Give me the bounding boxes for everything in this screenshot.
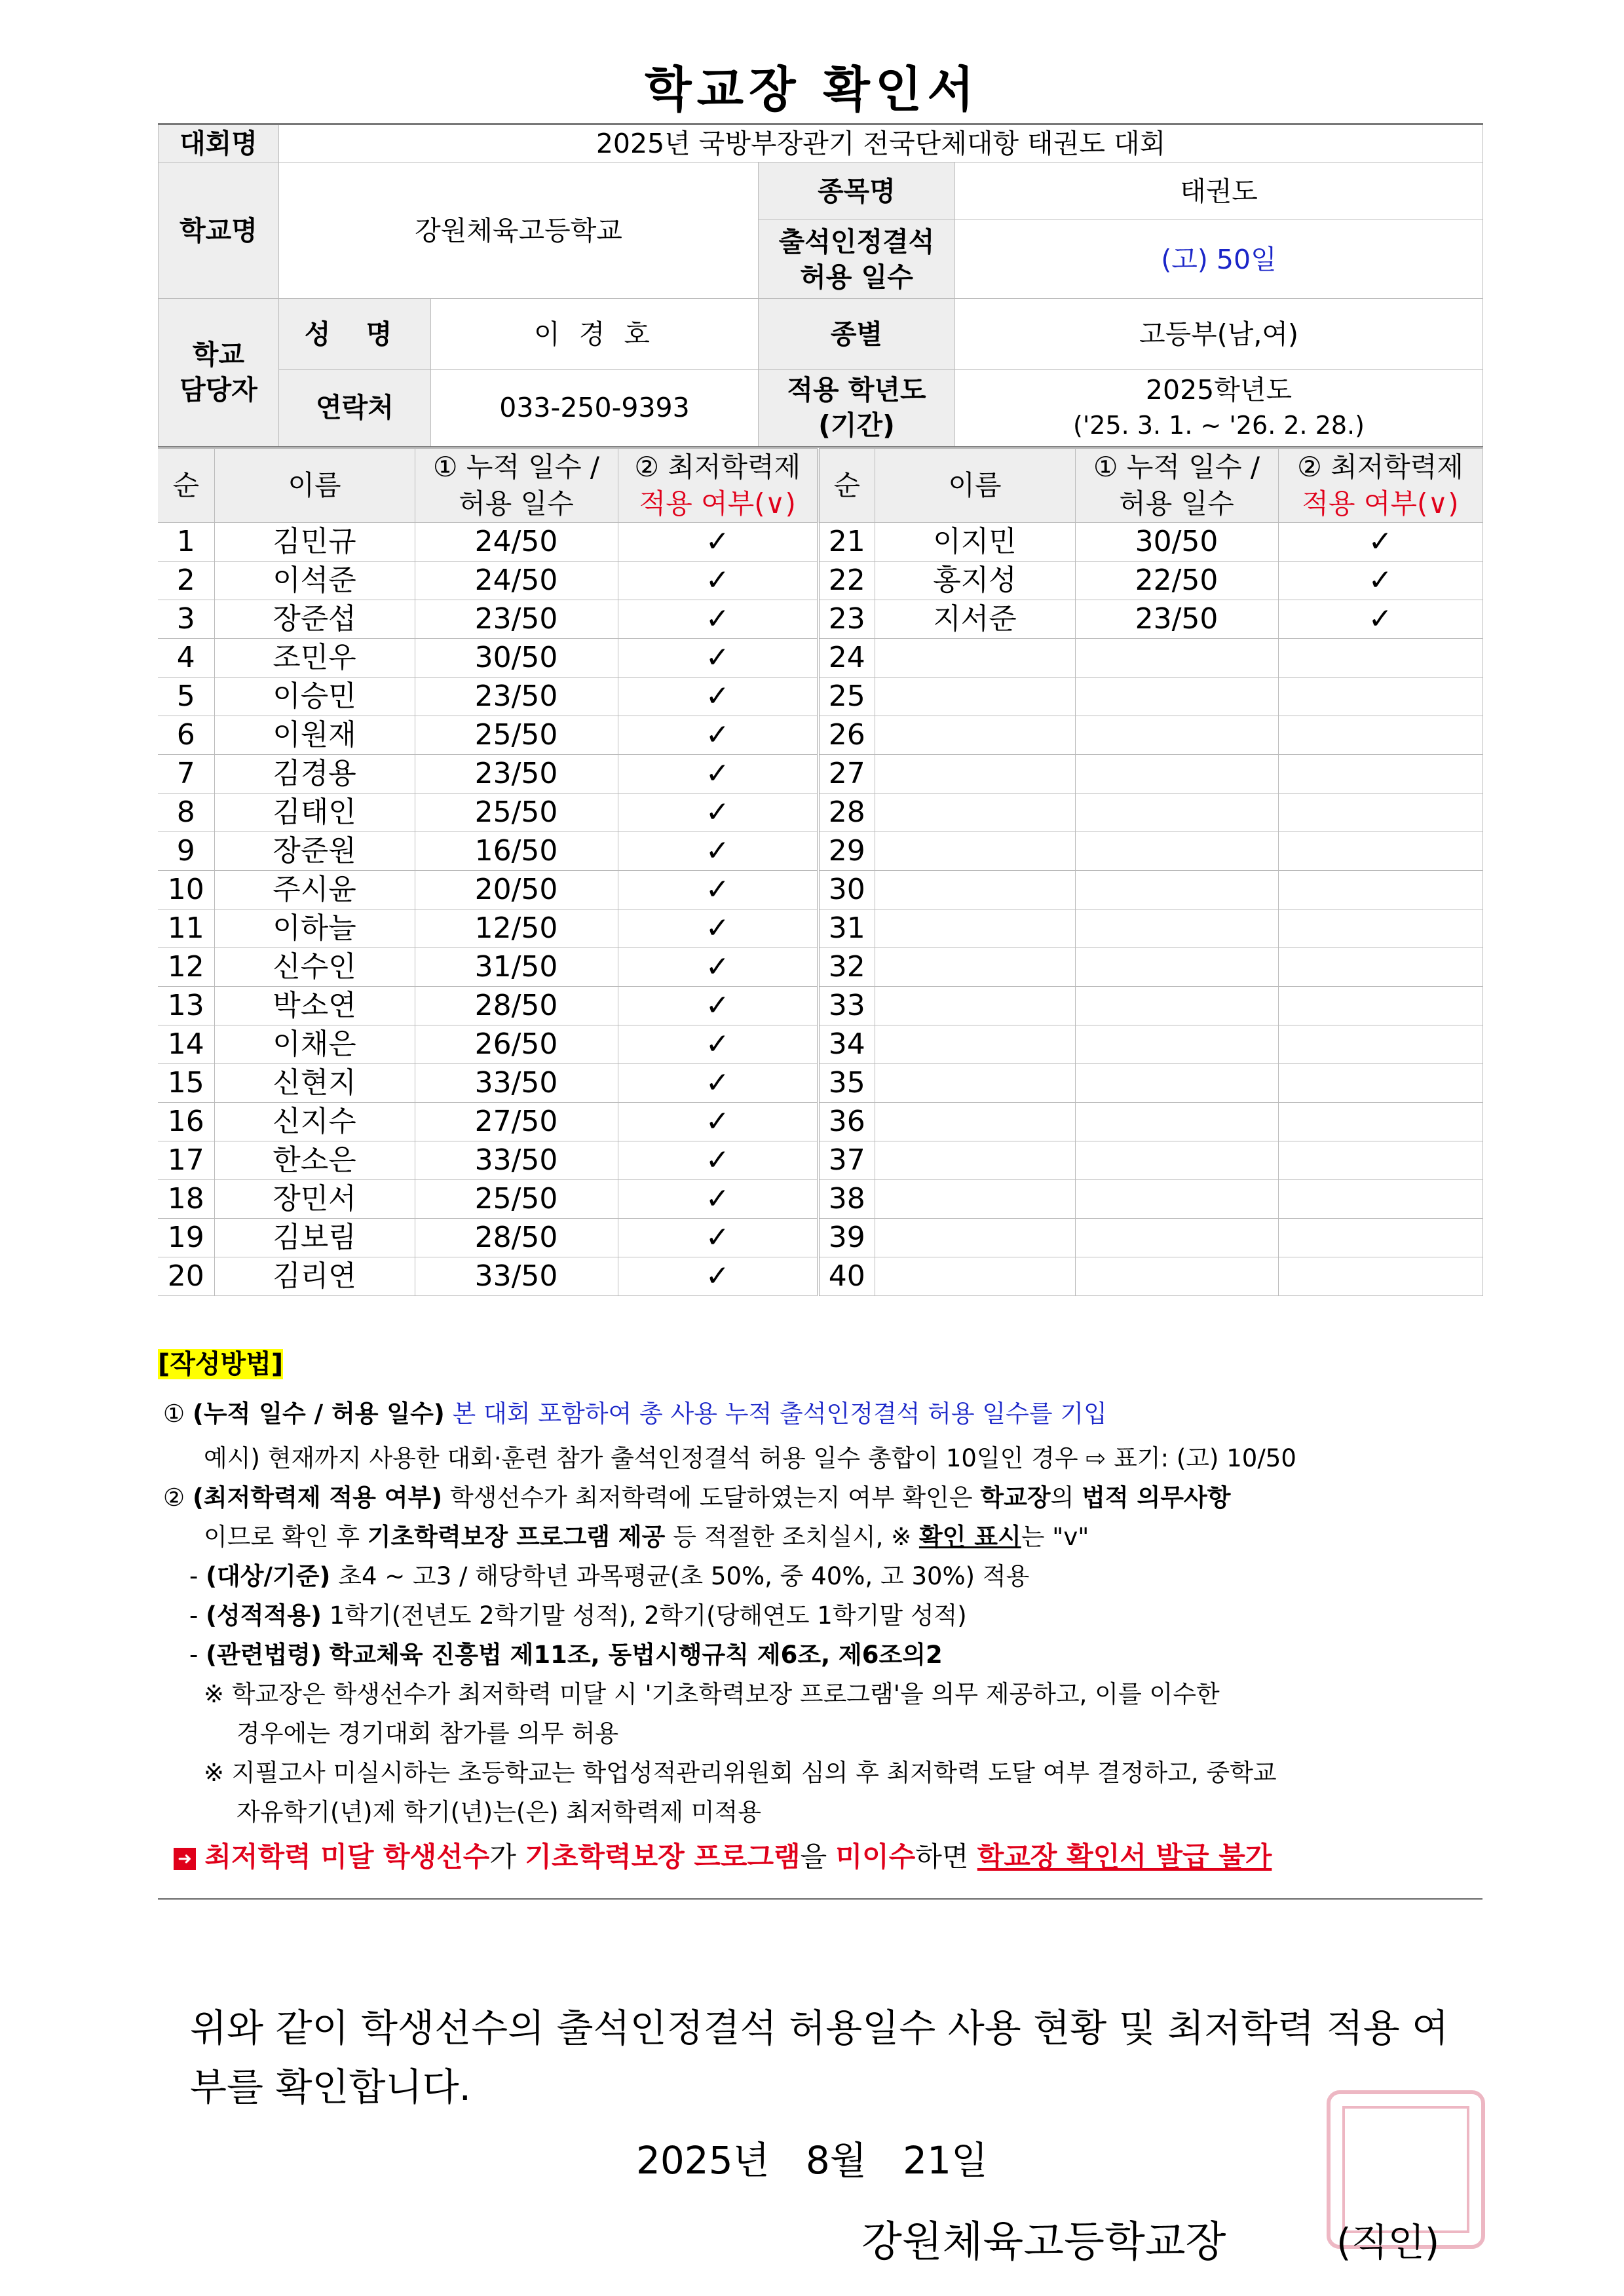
header-days-2-line2: 허용 일수 — [1119, 488, 1234, 520]
cell-check: ✓ — [618, 523, 818, 562]
cell-days: 30/50 — [1075, 523, 1278, 562]
seal-label: (직인) — [1336, 2220, 1440, 2265]
cell-name: 주시윤 — [214, 871, 415, 909]
note-2-label: (최저학력제 적용 여부) — [192, 1483, 443, 1512]
year-period: ('25. 3. 1. ~ '26. 2. 28.) — [1073, 411, 1365, 440]
table-row — [158, 871, 1482, 909]
year-cell — [955, 370, 1483, 447]
cell-name: 조민우 — [214, 639, 415, 678]
cell-no: 8 — [158, 794, 214, 832]
cell-no: 14 — [158, 1025, 214, 1064]
issue-date: 2025년 8월 21일 — [635, 2138, 988, 2183]
cell-days: 30/50 — [415, 639, 618, 678]
note-2 — [158, 1478, 1482, 1518]
cell-days: 31/50 — [415, 948, 618, 987]
cell-name: 장준원 — [214, 832, 415, 871]
note-2-line2-b: 기초학력보장 프로그램 제공 — [367, 1523, 666, 1551]
cell-days — [1075, 1180, 1278, 1219]
cell-name — [875, 871, 1075, 909]
table-row — [158, 1180, 1482, 1219]
cell-name: 박소연 — [214, 987, 415, 1025]
cell-days: 23/50 — [415, 678, 618, 716]
cell-name: 신현지 — [214, 1064, 415, 1103]
event-label: 대회명 — [159, 124, 279, 163]
contact-label: 연락처 — [279, 370, 431, 447]
cell-no: 33 — [818, 987, 875, 1025]
cell-days: 27/50 — [415, 1103, 618, 1141]
cell-days — [1075, 1064, 1278, 1103]
confirm-text: 위와 같이 학생선수의 출석인정결석 허용일수 사용 현황 및 최저학력 적용 여부를 확인합니다. — [190, 2006, 1449, 2109]
cell-days — [1075, 1103, 1278, 1141]
cell-no: 6 — [158, 716, 214, 755]
cell-name: 김민규 — [214, 523, 415, 562]
division-value: 고등부(남,여) — [955, 299, 1483, 370]
cell-days: 24/50 — [415, 562, 618, 600]
header-no: 순 — [158, 449, 214, 523]
header-days-line1: ① 누적 일수 / — [432, 451, 600, 483]
cell-days — [1075, 755, 1278, 794]
cell-no: 34 — [818, 1025, 875, 1064]
table-row — [158, 948, 1482, 987]
cell-name: 김리연 — [214, 1257, 415, 1296]
cell-no: 10 — [158, 871, 214, 909]
table-row — [158, 716, 1482, 755]
cell-no: 2 — [158, 562, 214, 600]
warning-b: 가 — [489, 1841, 516, 1873]
cell-check: ✓ — [618, 1257, 818, 1296]
cell-no: 26 — [818, 716, 875, 755]
cell-no: 25 — [818, 678, 875, 716]
cell-name: 한소은 — [214, 1141, 415, 1180]
cell-no: 30 — [818, 871, 875, 909]
cell-days — [1075, 1141, 1278, 1180]
cell-no: 21 — [818, 523, 875, 562]
cell-check: ✓ — [618, 832, 818, 871]
cell-check — [1278, 1103, 1482, 1141]
cell-check — [1278, 948, 1482, 987]
header-min-2 — [1278, 449, 1482, 523]
cell-name: 김경용 — [214, 755, 415, 794]
note-2-text-a: 학생선수가 최저학력에 도달하였는지 여부 확인은 — [449, 1483, 973, 1512]
cell-no: 3 — [158, 600, 214, 639]
sport-value: 태권도 — [955, 163, 1483, 220]
cell-days — [1075, 987, 1278, 1025]
year-value: 2025학년도 — [1145, 374, 1293, 406]
cell-check — [1278, 639, 1482, 678]
table-row — [158, 562, 1482, 600]
cell-no: 1 — [158, 523, 214, 562]
notes — [158, 1394, 1482, 1877]
cell-days — [1075, 639, 1278, 678]
cell-days: 25/50 — [415, 716, 618, 755]
cell-name — [875, 1141, 1075, 1180]
header-no-2: 순 — [818, 449, 875, 523]
cell-no: 27 — [818, 755, 875, 794]
cell-check: ✓ — [618, 639, 818, 678]
cell-name: 김보림 — [214, 1219, 415, 1257]
table-row — [158, 1141, 1482, 1180]
table-row — [158, 678, 1482, 716]
cell-name: 이지민 — [875, 523, 1075, 562]
note-1-label: (누적 일수 / 허용 일수) — [192, 1400, 445, 1428]
header-days-line2: 허용 일수 — [459, 488, 574, 520]
cell-check — [1278, 716, 1482, 755]
note-1-example: 예시) 현재까지 사용한 대회·훈련 참가 출석인정결석 허용 일수 총합이 10일인 경우 ⇨ 표기: (고) 10/50 — [204, 1444, 1296, 1472]
cell-no: 12 — [158, 948, 214, 987]
cell-check — [1278, 871, 1482, 909]
cell-check: ✓ — [618, 987, 818, 1025]
remark-2-line1: ※ 지필고사 미실시하는 초등학교는 학업성적관리위원회 심의 후 최저학력 도달 여부 결정하고, 중학교 — [204, 1759, 1277, 1787]
note-2-line2-e: 는 "v" — [1021, 1523, 1089, 1551]
bullet-grades: - (성적적용) 1학기(전년도 2학기말 성적), 2학기(당해연도 1학기말 성적) — [189, 1601, 967, 1630]
remark-1-line2: 경우에는 경기대회 참가를 의무 허용 — [236, 1719, 619, 1748]
cell-check: ✓ — [618, 600, 818, 639]
cell-check: ✓ — [618, 716, 818, 755]
cell-check: ✓ — [618, 794, 818, 832]
note-2-line2-d: 확인 표시 — [918, 1523, 1021, 1551]
cell-check — [1278, 909, 1482, 948]
cell-check — [1278, 987, 1482, 1025]
cell-name: 신지수 — [214, 1103, 415, 1141]
cell-check: ✓ — [1278, 523, 1482, 562]
name-label: 성 명 — [279, 299, 431, 370]
cell-days: 12/50 — [415, 909, 618, 948]
cell-no: 18 — [158, 1180, 214, 1219]
cell-check — [1278, 755, 1482, 794]
warning-f: 하면 — [915, 1841, 969, 1873]
cell-no: 7 — [158, 755, 214, 794]
cell-check: ✓ — [618, 1141, 818, 1180]
warning-g: 학교장 확인서 발급 불가 — [977, 1841, 1272, 1873]
cell-no: 35 — [818, 1064, 875, 1103]
cell-days: 33/50 — [415, 1064, 618, 1103]
bullet-grades-label: (성적적용) — [206, 1601, 322, 1630]
cell-check: ✓ — [618, 1219, 818, 1257]
bullet-law: - (관련법령) 학교체육 진흥법 제11조, 동법시행규칙 제6조, 제6조의2 — [189, 1641, 943, 1669]
cell-days — [1075, 716, 1278, 755]
cell-check: ✓ — [1278, 600, 1482, 639]
info-table — [158, 123, 1482, 448]
cell-days: 33/50 — [415, 1257, 618, 1296]
header-min — [618, 449, 818, 523]
cell-check — [1278, 794, 1482, 832]
cell-check — [1278, 1025, 1482, 1064]
header-days — [415, 449, 618, 523]
cell-no: 38 — [818, 1180, 875, 1219]
cell-name — [875, 832, 1075, 871]
cell-name: 이승민 — [214, 678, 415, 716]
cell-no: 24 — [818, 639, 875, 678]
cell-days: 28/50 — [415, 987, 618, 1025]
cell-name — [875, 909, 1075, 948]
cell-days — [1075, 1219, 1278, 1257]
cell-no: 32 — [818, 948, 875, 987]
cell-no: 22 — [818, 562, 875, 600]
cell-check: ✓ — [618, 1064, 818, 1103]
cell-no: 15 — [158, 1064, 214, 1103]
cell-name — [875, 1103, 1075, 1141]
note-1 — [158, 1394, 1482, 1434]
remark-1-line1: ※ 학교장은 학생선수가 최저학력 미달 시 '기초학력보장 프로그램'을 의무 제공하고, 이를 이수한 — [204, 1680, 1220, 1708]
cell-check — [1278, 1257, 1482, 1296]
cell-name — [875, 716, 1075, 755]
cell-name: 이하늘 — [214, 909, 415, 948]
cell-name — [875, 1257, 1075, 1296]
warning — [158, 1837, 1482, 1877]
cell-name: 홍지성 — [875, 562, 1075, 600]
cell-check: ✓ — [618, 909, 818, 948]
cell-check — [1278, 1064, 1482, 1103]
sport-label: 종목명 — [759, 163, 955, 220]
bullet-law-text: 학교체육 진흥법 제11조, 동법시행규칙 제6조, 제6조의2 — [329, 1641, 943, 1669]
cell-name — [875, 1219, 1075, 1257]
absence-value: (고) 50일 — [955, 220, 1483, 299]
cell-name: 장민서 — [214, 1180, 415, 1219]
cell-days — [1075, 909, 1278, 948]
cell-days — [1075, 832, 1278, 871]
note-2-text-b: 학교장 — [980, 1483, 1051, 1512]
cell-no: 16 — [158, 1103, 214, 1141]
bullet-target-label: (대상/기준) — [206, 1562, 331, 1590]
cell-check: ✓ — [618, 678, 818, 716]
cell-check — [1278, 1180, 1482, 1219]
table-row — [158, 1025, 1482, 1064]
cell-days: 23/50 — [415, 600, 618, 639]
note-2-line2-a: 이므로 확인 후 — [204, 1523, 360, 1551]
table-row — [158, 909, 1482, 948]
cell-no: 13 — [158, 987, 214, 1025]
cell-days: 25/50 — [415, 1180, 618, 1219]
cell-check: ✓ — [1278, 562, 1482, 600]
absence-label: 출석인정결석 허용 일수 — [759, 220, 955, 299]
cell-days — [1075, 948, 1278, 987]
cell-name — [875, 755, 1075, 794]
bullet-target-text: 초4 ~ 고3 / 해당학년 과목평균(초 50%, 중 40%, 고 30%) 적용 — [338, 1562, 1030, 1590]
cell-no: 39 — [818, 1219, 875, 1257]
cell-name — [875, 987, 1075, 1025]
cell-no: 9 — [158, 832, 214, 871]
note-2-text-c: 의 — [1050, 1483, 1074, 1512]
cell-name — [875, 1064, 1075, 1103]
cell-name — [875, 678, 1075, 716]
cell-no: 23 — [818, 600, 875, 639]
bullet-target: - (대상/기준) 초4 ~ 고3 / 해당학년 과목평균(초 50%, 중 40%, 고 30%) 적용 — [189, 1562, 1030, 1590]
cell-no: 19 — [158, 1219, 214, 1257]
cell-name — [875, 948, 1075, 987]
divider — [158, 1898, 1482, 1900]
header-name: 이름 — [214, 449, 415, 523]
cell-days — [1075, 794, 1278, 832]
note-1-text: 본 대회 포함하여 총 사용 누적 출석인정결석 허용 일수를 기입 — [452, 1400, 1107, 1428]
cell-days — [1075, 1257, 1278, 1296]
cell-no: 36 — [818, 1103, 875, 1141]
cell-days: 23/50 — [415, 755, 618, 794]
header-min-2-line1: ② 최저학력제 — [1297, 451, 1463, 483]
cell-check: ✓ — [618, 1025, 818, 1064]
cell-no: 11 — [158, 909, 214, 948]
warning-icon: ➜ — [174, 1848, 196, 1870]
cell-name: 지서준 — [875, 600, 1075, 639]
note-2-text-d: 법적 의무사항 — [1082, 1483, 1231, 1512]
school-label: 학교명 — [159, 163, 279, 299]
warning-c: 기초학력보장 프로그램 — [525, 1841, 801, 1873]
cell-name: 이원재 — [214, 716, 415, 755]
cell-check: ✓ — [618, 562, 818, 600]
cell-days: 28/50 — [415, 1219, 618, 1257]
cell-no: 4 — [158, 639, 214, 678]
cell-no: 17 — [158, 1141, 214, 1180]
cell-check — [1278, 678, 1482, 716]
school-value: 강원체육고등학교 — [279, 163, 759, 299]
cell-name — [875, 794, 1075, 832]
cell-days — [1075, 1025, 1278, 1064]
cell-check: ✓ — [618, 948, 818, 987]
signer: 강원체육고등학교장 — [861, 2218, 1226, 2267]
cell-name — [875, 1180, 1075, 1219]
athlete-table — [158, 448, 1482, 1296]
cell-no: 29 — [818, 832, 875, 871]
cell-no: 5 — [158, 678, 214, 716]
section-label: [작성방법] — [158, 1349, 284, 1379]
warning-e: 미이수 — [835, 1841, 916, 1873]
header-min-line1: ② 최저학력제 — [634, 451, 801, 483]
table-row — [158, 639, 1482, 678]
cell-check — [1278, 1141, 1482, 1180]
cell-days — [1075, 871, 1278, 909]
page-title: 학교장 확인서 — [645, 62, 979, 118]
cell-name: 장준섭 — [214, 600, 415, 639]
note-2-line2 — [158, 1518, 1482, 1557]
cell-days: 16/50 — [415, 832, 618, 871]
cell-days: 33/50 — [415, 1141, 618, 1180]
cell-no: 37 — [818, 1141, 875, 1180]
table-row — [158, 523, 1482, 562]
note-1-mark: ① — [163, 1400, 185, 1428]
cell-name: 신수인 — [214, 948, 415, 987]
table-row — [158, 832, 1482, 871]
table-row — [158, 794, 1482, 832]
name-value: 이 경 호 — [431, 299, 759, 370]
warning-d: 을 — [800, 1841, 827, 1873]
contact-value: 033-250-9393 — [431, 370, 759, 447]
header-min-line2: 적용 여부(∨) — [639, 488, 796, 520]
bullet-grades-text: 1학기(전년도 2학기말 성적), 2학기(당해연도 1학기말 성적) — [329, 1601, 967, 1630]
cell-name — [875, 639, 1075, 678]
table-row — [158, 1064, 1482, 1103]
table-row — [158, 755, 1482, 794]
cell-days: 23/50 — [1075, 600, 1278, 639]
cell-name: 김태인 — [214, 794, 415, 832]
cell-name — [875, 1025, 1075, 1064]
cell-name: 이채은 — [214, 1025, 415, 1064]
cell-check: ✓ — [618, 755, 818, 794]
bullet-law-label: (관련법령) — [206, 1641, 322, 1669]
table-row — [158, 1103, 1482, 1141]
division-label: 종별 — [759, 299, 955, 370]
table-row — [158, 987, 1482, 1025]
table-row — [158, 1257, 1482, 1296]
cell-days: 24/50 — [415, 523, 618, 562]
section-title — [158, 1343, 283, 1381]
manager-label: 학교 담당자 — [159, 299, 279, 447]
cell-name: 이석준 — [214, 562, 415, 600]
event-value: 2025년 국방부장관기 전국단체대항 태권도 대회 — [279, 124, 1483, 163]
remark-2-line2: 자유학기(년)제 학기(년)는(은) 최저학력제 미적용 — [236, 1798, 761, 1826]
cell-check: ✓ — [618, 1180, 818, 1219]
table-row — [158, 600, 1482, 639]
header-days-2-line1: ① 누적 일수 / — [1093, 451, 1260, 483]
cell-days: 22/50 — [1075, 562, 1278, 600]
warning-a: 최저학력 미달 학생선수 — [204, 1841, 490, 1873]
year-label: 적용 학년도 (기간) — [759, 370, 955, 447]
cell-days: 25/50 — [415, 794, 618, 832]
header-name-2: 이름 — [875, 449, 1075, 523]
header-min-2-line2: 적용 여부(∨) — [1302, 488, 1459, 520]
cell-check — [1278, 1219, 1482, 1257]
cell-check: ✓ — [618, 1103, 818, 1141]
cell-days: 26/50 — [415, 1025, 618, 1064]
header-days-2 — [1075, 449, 1278, 523]
note-2-mark: ② — [163, 1483, 185, 1512]
cell-no: 40 — [818, 1257, 875, 1296]
cell-check — [1278, 832, 1482, 871]
cell-no: 31 — [818, 909, 875, 948]
cell-days: 20/50 — [415, 871, 618, 909]
cell-days — [1075, 678, 1278, 716]
cell-no: 20 — [158, 1257, 214, 1296]
table-row — [158, 1219, 1482, 1257]
cell-check: ✓ — [618, 871, 818, 909]
cell-no: 28 — [818, 794, 875, 832]
note-2-line2-c: 등 적절한 조치실시, ※ — [673, 1523, 912, 1551]
